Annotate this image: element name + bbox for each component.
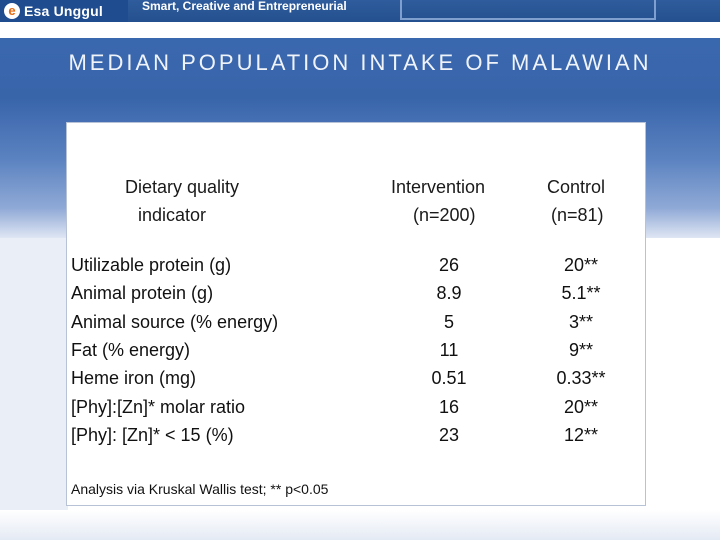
intervention-value: 16 — [438, 397, 460, 417]
tagline: Smart, Creative and Entrepreneurial — [142, 0, 347, 13]
header-indicator-line2: indicator — [138, 205, 207, 225]
control-value: 0.33** — [556, 368, 606, 388]
header-divider — [0, 22, 720, 38]
header-control-line2: (n=81) — [551, 205, 604, 225]
header-intervention-line2: (n=200) — [413, 205, 476, 225]
header-frame — [400, 0, 656, 20]
header-indicator-line1: Dietary quality — [125, 177, 240, 197]
intervention-value: 26 — [438, 255, 460, 275]
intervention-value: 0.51 — [431, 368, 467, 388]
logo-emblem-icon: e — [4, 3, 20, 19]
university-logo — [0, 0, 128, 22]
header-bar — [0, 0, 720, 22]
row-label: [Phy]: [Zn]* < 15 (%) — [71, 425, 234, 445]
row-label: Heme iron (mg) — [71, 368, 197, 388]
row-label: [Phy]:[Zn]* molar ratio — [71, 397, 246, 417]
slide-title: MEDIAN POPULATION INTAKE OF MALAWIAN — [68, 50, 652, 75]
control-value: 3** — [568, 312, 594, 332]
control-value: 9** — [568, 340, 594, 360]
control-value: 5.1** — [561, 283, 601, 303]
row-label: Animal protein (g) — [71, 283, 214, 303]
intervention-value: 11 — [439, 340, 459, 360]
control-value: 20** — [563, 255, 599, 275]
control-value: 20** — [563, 397, 599, 417]
intervention-value: 5 — [443, 312, 454, 332]
left-strip — [0, 238, 68, 540]
logo-text: Esa Unggul — [24, 3, 104, 19]
row-label: Animal source (% energy) — [71, 312, 279, 332]
table-footnote: Analysis via Kruskal Wallis test; ** p<0.05 — [71, 481, 329, 497]
row-label: Utilizable protein (g) — [71, 255, 232, 275]
bottom-strip — [0, 510, 720, 540]
results-table — [66, 122, 646, 506]
row-label: Fat (% energy) — [71, 340, 191, 360]
header-intervention-line1: Intervention — [391, 177, 486, 197]
intervention-value: 23 — [438, 425, 460, 445]
header-control-line1: Control — [547, 177, 606, 197]
control-value: 12** — [563, 425, 599, 445]
intervention-value: 8.9 — [436, 283, 462, 303]
